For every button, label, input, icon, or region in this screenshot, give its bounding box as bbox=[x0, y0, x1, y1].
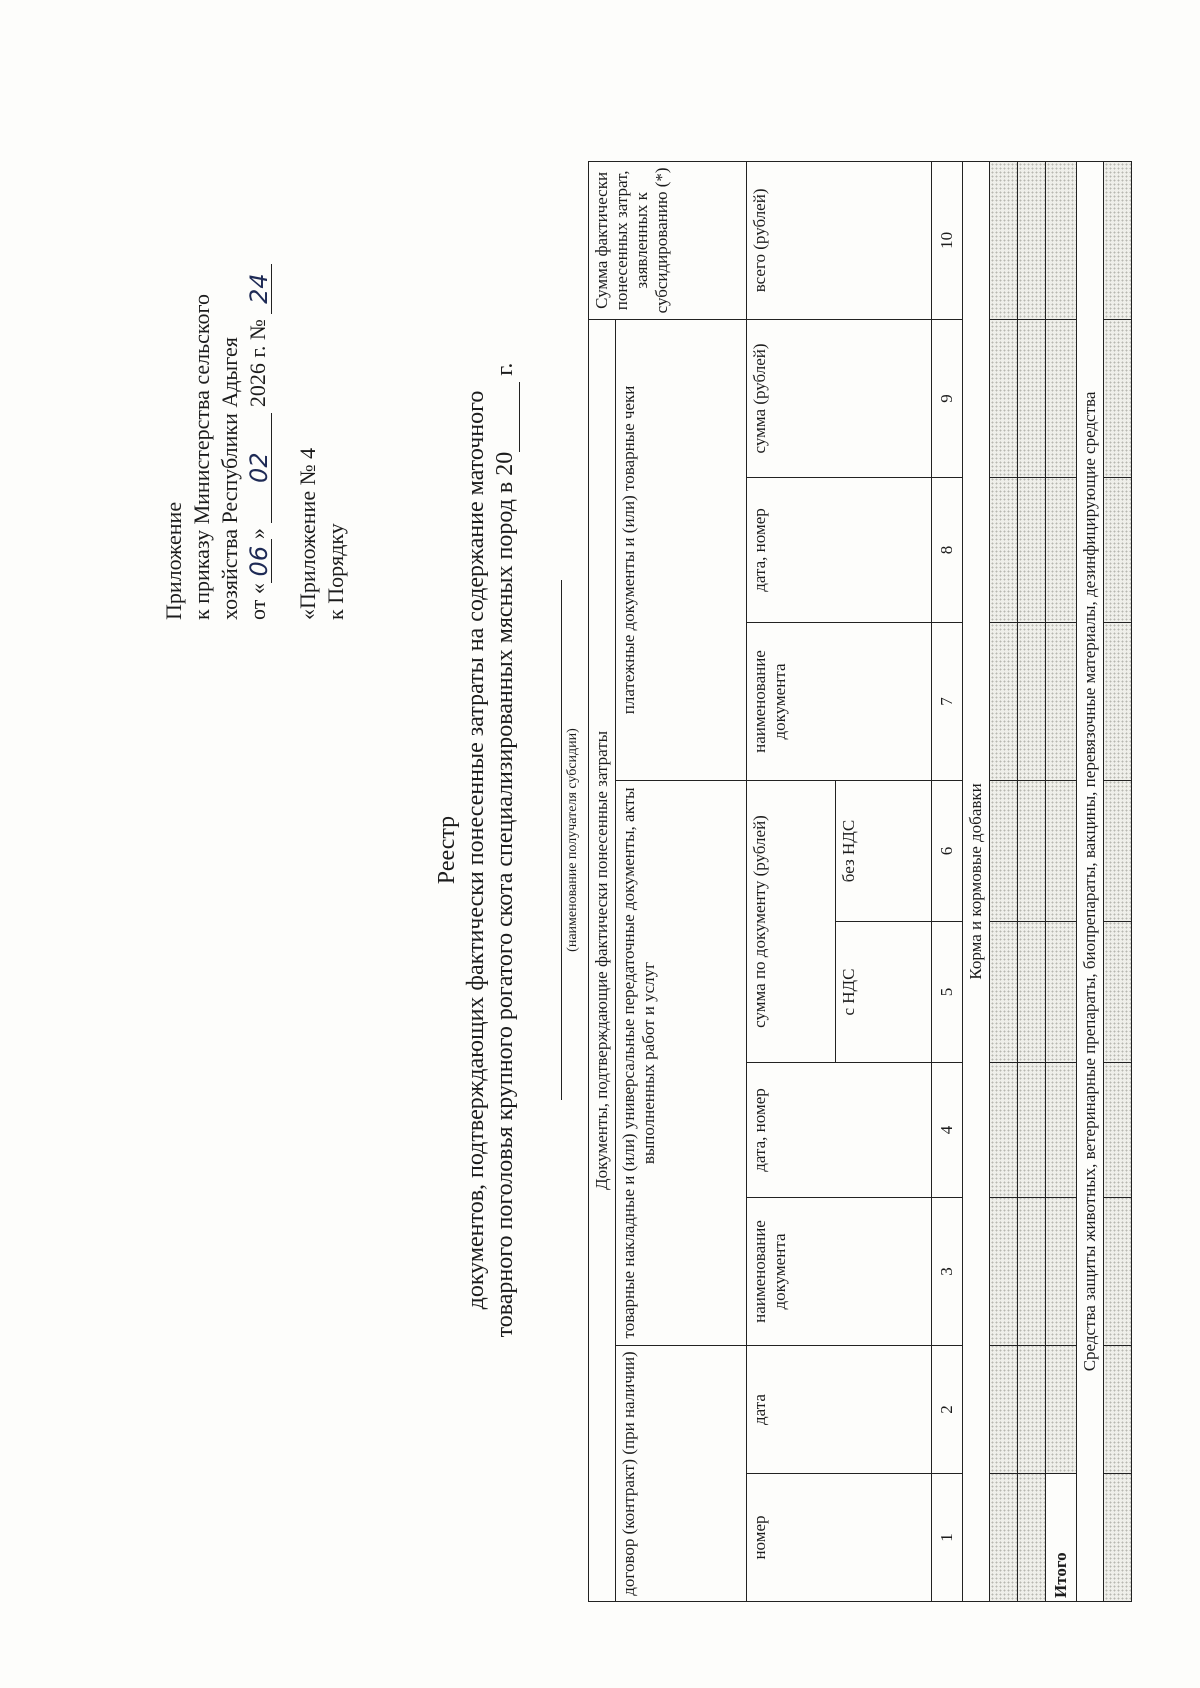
year-text: 2026 г. № bbox=[245, 319, 270, 408]
col-num-2: 2 bbox=[932, 1346, 963, 1474]
table-cell bbox=[990, 1198, 1018, 1346]
col-without-vat: без НДС bbox=[836, 781, 932, 922]
annex-label: «Приложение № 4 bbox=[295, 447, 320, 620]
col-doc-name-1: наименование документа bbox=[747, 1198, 932, 1346]
total-row bbox=[1046, 161, 1077, 1601]
sum-header: Сумма фактически понесенных затрат, заявленных к субсидированию (*) bbox=[589, 161, 747, 319]
table-cell bbox=[1104, 1063, 1132, 1198]
table-cell bbox=[1046, 1198, 1077, 1346]
table-cell bbox=[990, 478, 1018, 623]
table-cell bbox=[990, 1346, 1018, 1474]
table-cell bbox=[1046, 478, 1077, 623]
col-sum: сумма (рублей) bbox=[747, 319, 932, 477]
col-number: номер bbox=[747, 1474, 932, 1602]
col-num-6: 6 bbox=[932, 781, 963, 922]
table-cell bbox=[1104, 623, 1132, 781]
waybills-header: товарные накладные и (или) универсальные передаточные документы, акты выполненных работ и услуг bbox=[616, 781, 747, 1346]
col-num-10: 10 bbox=[932, 161, 963, 319]
table-cell bbox=[990, 922, 1018, 1063]
table-cell bbox=[1046, 161, 1077, 319]
title-line-3 bbox=[491, 80, 520, 1620]
annex-order: к Порядку bbox=[323, 523, 348, 620]
col-num-1: 1 bbox=[932, 1474, 963, 1602]
header-block bbox=[160, 100, 350, 620]
group-header: Документы, подтверждающие фактически понесенные затраты bbox=[589, 319, 616, 1601]
recipient-caption: (наименование получателя субсидии) bbox=[565, 728, 580, 952]
table-cell bbox=[990, 161, 1018, 319]
col-with-vat: с НДС bbox=[836, 922, 932, 1063]
annex-block bbox=[294, 100, 350, 620]
col-num-3: 3 bbox=[932, 1198, 963, 1346]
section-feed: Корма и кормовые добавки bbox=[963, 161, 990, 1601]
day-handwritten: 06 bbox=[245, 545, 273, 577]
table-cell bbox=[1018, 1346, 1046, 1474]
col-num-5: 5 bbox=[932, 922, 963, 1063]
table-cell bbox=[1018, 1063, 1046, 1198]
col-date-number-1: дата, номер bbox=[747, 1063, 932, 1198]
month-handwritten: 02 bbox=[245, 452, 273, 483]
title-line-3-text: товарного поголовья крупного рогатого скота специализированных мясных пород в 20 bbox=[492, 451, 518, 1338]
table-cell bbox=[1046, 781, 1077, 922]
title-line-2: документов, подтверждающих фактически понесенные затраты на содержание маточного bbox=[463, 390, 489, 1310]
order-date-line bbox=[244, 100, 272, 620]
table-cell bbox=[1018, 161, 1046, 319]
recipient-name-line bbox=[533, 580, 562, 1100]
col-num-8: 8 bbox=[932, 478, 963, 623]
table-cell bbox=[1018, 319, 1046, 477]
col-total: всего (рублей) bbox=[747, 161, 932, 319]
table-cell bbox=[990, 623, 1018, 781]
table-row bbox=[1104, 161, 1132, 1601]
table-cell bbox=[1046, 1063, 1077, 1198]
table-cell bbox=[1046, 319, 1077, 477]
table-cell bbox=[1046, 922, 1077, 1063]
table-cell bbox=[1018, 1198, 1046, 1346]
col-date-number-2: дата, номер bbox=[747, 478, 932, 623]
col-date: дата bbox=[747, 1346, 932, 1474]
col-num-7: 7 bbox=[932, 623, 963, 781]
table-cell bbox=[1104, 1346, 1132, 1474]
quote-close: » bbox=[245, 528, 270, 540]
table-cell bbox=[990, 781, 1018, 922]
table-cell bbox=[1104, 1474, 1132, 1602]
table-cell bbox=[1018, 623, 1046, 781]
table-cell bbox=[990, 319, 1018, 477]
table-cell bbox=[1104, 478, 1132, 623]
total-label: Итого bbox=[1046, 1474, 1077, 1602]
payments-header: платежные документы и (или) товарные чеки bbox=[616, 319, 747, 780]
col-num-9: 9 bbox=[932, 319, 963, 477]
col-doc-name-2: наименование документа bbox=[747, 623, 932, 781]
registry-table bbox=[588, 161, 1132, 1602]
table-cell bbox=[1018, 1474, 1046, 1602]
table-cell bbox=[1104, 1198, 1132, 1346]
table-cell bbox=[1104, 781, 1132, 922]
document-title bbox=[433, 80, 520, 1620]
table-cell bbox=[1046, 623, 1077, 781]
table-cell bbox=[990, 1063, 1018, 1198]
col-amount-doc: сумма по документу (рублей) bbox=[747, 781, 836, 1063]
table-cell bbox=[1018, 922, 1046, 1063]
table-row bbox=[990, 161, 1018, 1601]
date-prefix: от « bbox=[245, 583, 270, 620]
order-number-handwritten: 24 bbox=[245, 273, 273, 304]
appendix-label: Приложение bbox=[161, 501, 186, 620]
order-line-2: хозяйства Республики Адыгея bbox=[217, 337, 242, 620]
table-row bbox=[1018, 161, 1046, 1601]
table-cell bbox=[1018, 478, 1046, 623]
table-cell bbox=[1104, 161, 1132, 319]
order-line-1: к приказу Министерства сельского bbox=[189, 294, 214, 620]
table-cell bbox=[1046, 1346, 1077, 1474]
title-year-suffix: г. bbox=[492, 362, 518, 376]
table-cell bbox=[1104, 922, 1132, 1063]
contract-header: договор (контракт) (при наличии) bbox=[616, 1346, 747, 1602]
table-cell bbox=[1018, 781, 1046, 922]
rotated-page bbox=[55, 80, 1115, 1620]
title-line-1: Реестр bbox=[434, 815, 460, 885]
section-protection: Средства защиты животных, ветеринарные препараты, биопрепараты, вакцины, перевязочные материалы, дезинфицирующие средства bbox=[1077, 161, 1104, 1601]
table-cell bbox=[990, 1474, 1018, 1602]
col-num-4: 4 bbox=[932, 1063, 963, 1198]
table-cell bbox=[1104, 319, 1132, 477]
